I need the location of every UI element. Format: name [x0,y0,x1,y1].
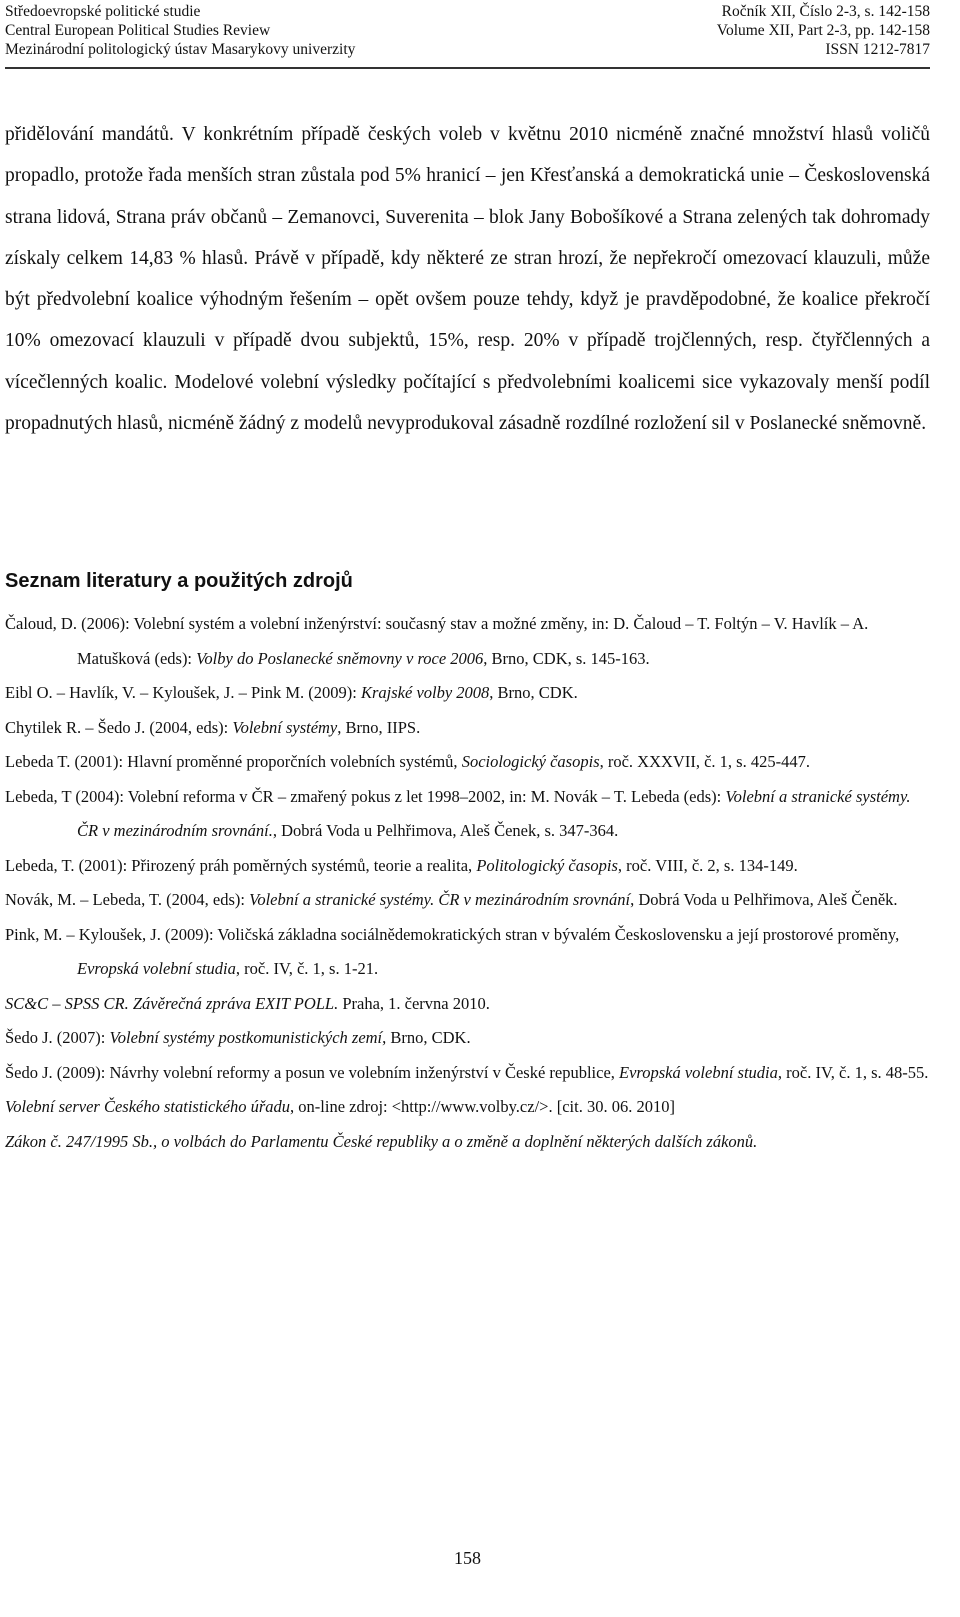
reference-tail: , Brno, IIPS. [337,717,421,737]
reference-text: Chytilek R. – Šedo J. (2004, eds): [5,717,233,737]
reference-text: Novák, M. – Lebeda, T. (2004, eds): [5,890,250,909]
reference-tail: , Brno, CDK, s. 145-163. [483,648,650,668]
header-row-3 [5,40,930,59]
reference-item [5,676,930,711]
reference-tail: , Dobrá Voda u Pelhřimova, Aleš Čenek, s. 347-364. [272,821,619,840]
reference-title: Krajské volby 2008 [360,683,490,702]
section-title: Seznam literatury a použitých zdrojů [5,570,353,592]
journal-title-cz: Středoevropské politické studie [5,3,201,20]
reference-text: Pink, M. – Kyloušek, J. (2009): Voličská základna sociálnědemokratických stran v bývalém Československu a její prostorové proměny, [5,924,900,944]
reference-title: Evropská volební studia [619,1062,778,1082]
header-row-2 [5,21,930,40]
volume-en: Volume XII, Part 2-3, pp. 142-158 [716,22,930,39]
reference-text: Lebeda T. (2001): Hlavní proměnné proporčních volebních systémů, [5,752,462,771]
reference-tail: , roč. XXXVII, č. 1, s. 425-447. [599,752,810,771]
reference-tail: , Brno, CDK. [382,1028,471,1047]
reference-item [5,883,930,918]
reference-item [5,1056,930,1091]
reference-item [5,918,930,987]
reference-tail: , Dobrá Voda u Pelhřimova, Aleš Čeněk. [630,890,898,909]
reference-item [5,745,930,780]
page-number: 158 [454,1548,481,1568]
reference-title: Politologický časopis [476,855,618,875]
reference-item [5,987,930,1022]
reference-item [5,1021,930,1056]
reference-tail: , roč. IV, č. 1, s. 1-21. [235,959,379,978]
reference-list [5,607,930,1159]
reference-item [5,1090,930,1125]
reference-text: Eibl O. – Havlík, V. – Kyloušek, J. – Pink M. (2009): [5,683,361,702]
reference-item [5,780,930,849]
reference-text: Lebeda, T. (2001): Přirozený práh poměrných systémů, teorie a realita, [5,855,477,875]
header-rule [5,67,930,69]
reference-title: SC&C – SPSS CR. Závěrečná zpráva EXIT POLL. [5,993,339,1013]
volume-cz: Ročník XII, Číslo 2-3, s. 142-158 [721,3,930,20]
reference-tail: , on-line zdroj: <http://www.volby.cz/>. [cit. 30. 06. 2010] [290,1097,675,1116]
reference-item [5,849,930,884]
reference-title: Evropská volební studia [77,959,236,978]
running-header [5,2,930,59]
header-row-1 [5,2,930,21]
reference-item [5,711,930,746]
reference-title: Volební a stranické systémy. ČR v mezinárodním srovnání [249,890,631,909]
reference-title: Volební server Českého statistického úřadu [5,1097,291,1116]
journal-title-en: Central European Political Studies Review [5,22,271,39]
body-paragraph: přidělování mandátů. V konkrétním případě českých voleb v květnu 2010 nicméně značné množství hlasů voličů propadlo, protože řada menších stran zůstala pod 5% hranicí – jen Křesťanská a demokratická unie – Československá strana lidová, Strana práv občanů – Zemanovci, Suverenita – blok Jany Bobošíkové a Strana zelených tak dohromady získaly celkem 14,83 % hlasů. Právě v případě, kdy některé ze stran hrozí, že nepřekročí omezovací klauzuli, může být předvolební koalice výhodným řešením – opět ovšem pouze tehdy, když je pravděpodobné, že koalice překročí 10% omezovací klauzuli v případě dvou subjektů, 15%, resp. 20% v případě trojčlenných, resp. čtyřčlenných a vícečlenných koalic. Modelové volební výsledky počítající s předvolebními koalicemi sice vykazovaly menší podíl propadnutých hlasů, nicméně žádný z modelů nevyprodukoval zásadně rozdílné rozložení sil v Poslanecké sněmovně. [5,124,930,435]
reference-title: Volby do Poslanecké sněmovny v roce 2006 [196,648,484,668]
reference-item [5,1125,930,1160]
reference-tail: , Brno, CDK. [489,683,578,702]
publisher: Mezinárodní politologický ústav Masarykovy univerzity [5,41,356,58]
reference-tail: , roč. VIII, č. 2, s. 134-149. [617,855,798,875]
reference-title: Volební systémy postkomunistických zemí [109,1028,383,1047]
reference-text: Šedo J. (2009): Návrhy volební reformy a posun ve volebním inženýrství v České republice, [5,1062,620,1082]
reference-text: Šedo J. (2007): [5,1028,110,1047]
reference-title: Zákon č. 247/1995 Sb., o volbách do Parlamentu České republiky a o změně a doplnění některých dalších zákonů. [5,1131,758,1151]
reference-text: Čaloud, D. (2006): Volební systém a volební inženýrství: současný stav a možné změny, in: D. Čaloud – T. Foltýn – V. Havlík – A. Matušková (eds): [5,614,869,668]
reference-title: Volební a stranické systémy. ČR v mezinárodním srovnání. [77,786,911,840]
reference-title: Sociologický časopis [461,752,600,771]
reference-title: Volební systémy [232,717,338,737]
reference-tail: , roč. IV, č. 1, s. 48-55. [777,1062,929,1082]
reference-item [5,607,930,676]
reference-text: Lebeda, T (2004): Volební reforma v ČR – zmařený pokus z let 1998–2002, in: M. Novák – T. Lebeda (eds): [5,786,726,806]
reference-tail: Praha, 1. června 2010. [338,993,490,1013]
issn: ISSN 1212-7817 [825,41,930,58]
